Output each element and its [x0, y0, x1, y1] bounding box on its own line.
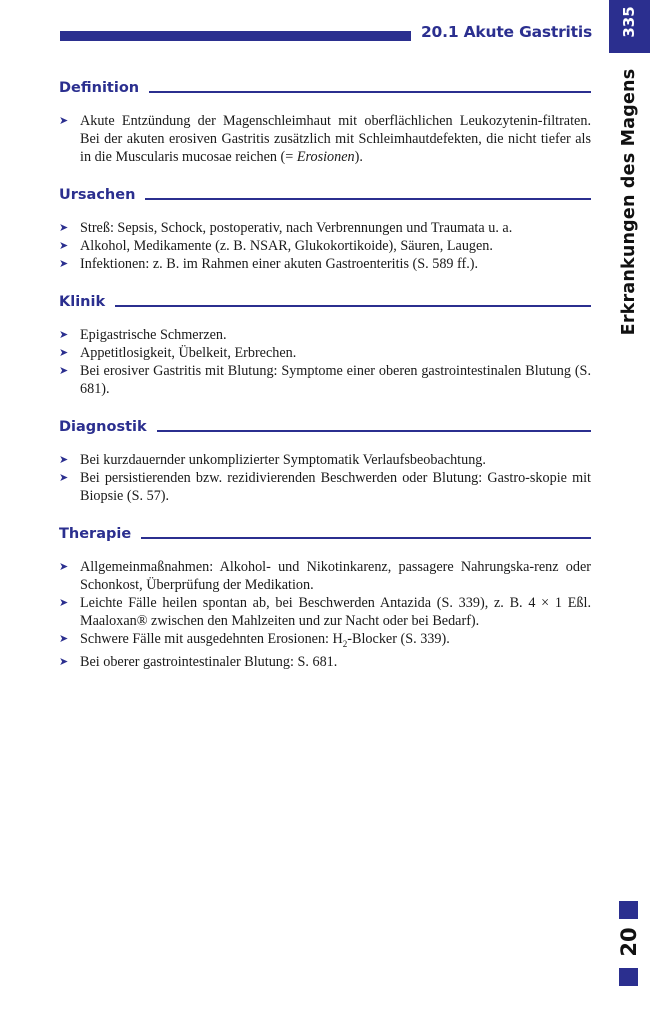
page-number: 335	[620, 6, 638, 38]
list-item: ➤ Infektionen: z. B. im Rahmen einer akuten Gastroenteritis (S. 589 ff.).	[59, 256, 479, 272]
section-rule	[157, 430, 591, 432]
list-item: ➤ Akute Entzündung der Magenschleimhaut mit oberflächlichen Leukozytenin-filtraten. Bei der akuten erosiven Gastritis zusätzlich mit Schleimhautdefekten, die nicht tiefer als in die Muscularis mucosae reichen (= Erosionen).	[59, 113, 591, 165]
section-heading: Therapie	[59, 526, 132, 542]
list-item: ➤ Epigastrische Schmerzen.	[59, 327, 227, 343]
section-definition	[59, 77, 591, 166]
list-item: ➤ Appetitlosigkeit, Übelkeit, Erbrechen.	[59, 345, 297, 361]
section-diagnostik	[59, 416, 591, 505]
bullet-arrow-icon: ➤	[59, 471, 69, 484]
section-therapie	[59, 523, 591, 671]
bullet-arrow-icon: ➤	[59, 364, 69, 377]
bullet-arrow-icon: ➤	[59, 346, 69, 359]
section-klinik	[59, 291, 591, 398]
bullet-arrow-icon: ➤	[59, 453, 69, 466]
section-rule	[141, 537, 591, 539]
bullet-arrow-icon: ➤	[59, 560, 69, 573]
list-item: ➤ Bei erosiver Gastritis mit Blutung: Symptome einer oberen gastrointestinalen Blutung (S. 681).	[59, 363, 591, 397]
section-heading: Klinik	[59, 294, 106, 310]
bullet-arrow-icon: ➤	[59, 596, 69, 609]
bullet-arrow-icon: ➤	[59, 221, 69, 234]
chapter-number: 20	[617, 927, 641, 957]
list-item: ➤ Allgemeinmaßnahmen: Alkohol- und Nikotinkarenz, passagere Nahrungska-renz oder Schonkost, Überprüfung der Medikation.	[59, 559, 591, 593]
running-header-title: 20.1 Akute Gastritis	[420, 23, 592, 41]
section-rule	[145, 198, 591, 200]
section-heading: Definition	[59, 80, 140, 96]
list-item: ➤ Schwere Fälle mit ausgedehnten Erosionen: $H_2$-Blocker (S. 339).	[59, 631, 450, 649]
bullet-arrow-icon: ➤	[59, 257, 69, 270]
list-item: ➤ Alkohol, Medikamente (z. B. NSAR, Glukokortikoide), Säuren, Laugen.	[59, 238, 493, 254]
chapter-side-title: Erkrankungen des Magens	[619, 68, 639, 336]
section-rule	[115, 305, 591, 307]
chapter-marker-square-bottom	[619, 968, 638, 986]
chapter-marker-square-top	[619, 901, 638, 919]
list-item: ➤ Bei persistierenden bzw. rezidivierenden Beschwerden oder Blutung: Gastro-skopie mit Biopsie (S. 57).	[59, 470, 591, 504]
bullet-arrow-icon: ➤	[59, 114, 69, 127]
list-item: ➤ Leichte Fälle heilen spontan ab, bei Beschwerden Antazida (S. 339), z. B. 4 × 1 Eßl. Maaloxan® zwischen den Mahlzeiten und zur Nacht oder bei Bedarf).	[59, 595, 591, 629]
section-heading: Diagnostik	[59, 419, 147, 435]
list-item: ➤ Streß: Sepsis, Schock, postoperativ, nach Verbrennungen und Traumata u. a.	[59, 220, 513, 236]
bullet-arrow-icon: ➤	[59, 239, 69, 252]
section-ursachen	[59, 184, 591, 273]
header-rule-bar	[60, 31, 411, 41]
bullet-arrow-icon: ➤	[59, 328, 69, 341]
list-item: ➤ Bei oberer gastrointestinaler Blutung: S. 681.	[59, 653, 338, 670]
bullet-arrow-icon: ➤	[59, 654, 69, 668]
section-heading: Ursachen	[59, 187, 136, 203]
bullet-arrow-icon: ➤	[59, 632, 69, 645]
list-item: ➤ Bei kurzdauernder unkomplizierter Symptomatik Verlaufsbeobachtung.	[59, 452, 486, 468]
section-rule	[149, 91, 591, 93]
